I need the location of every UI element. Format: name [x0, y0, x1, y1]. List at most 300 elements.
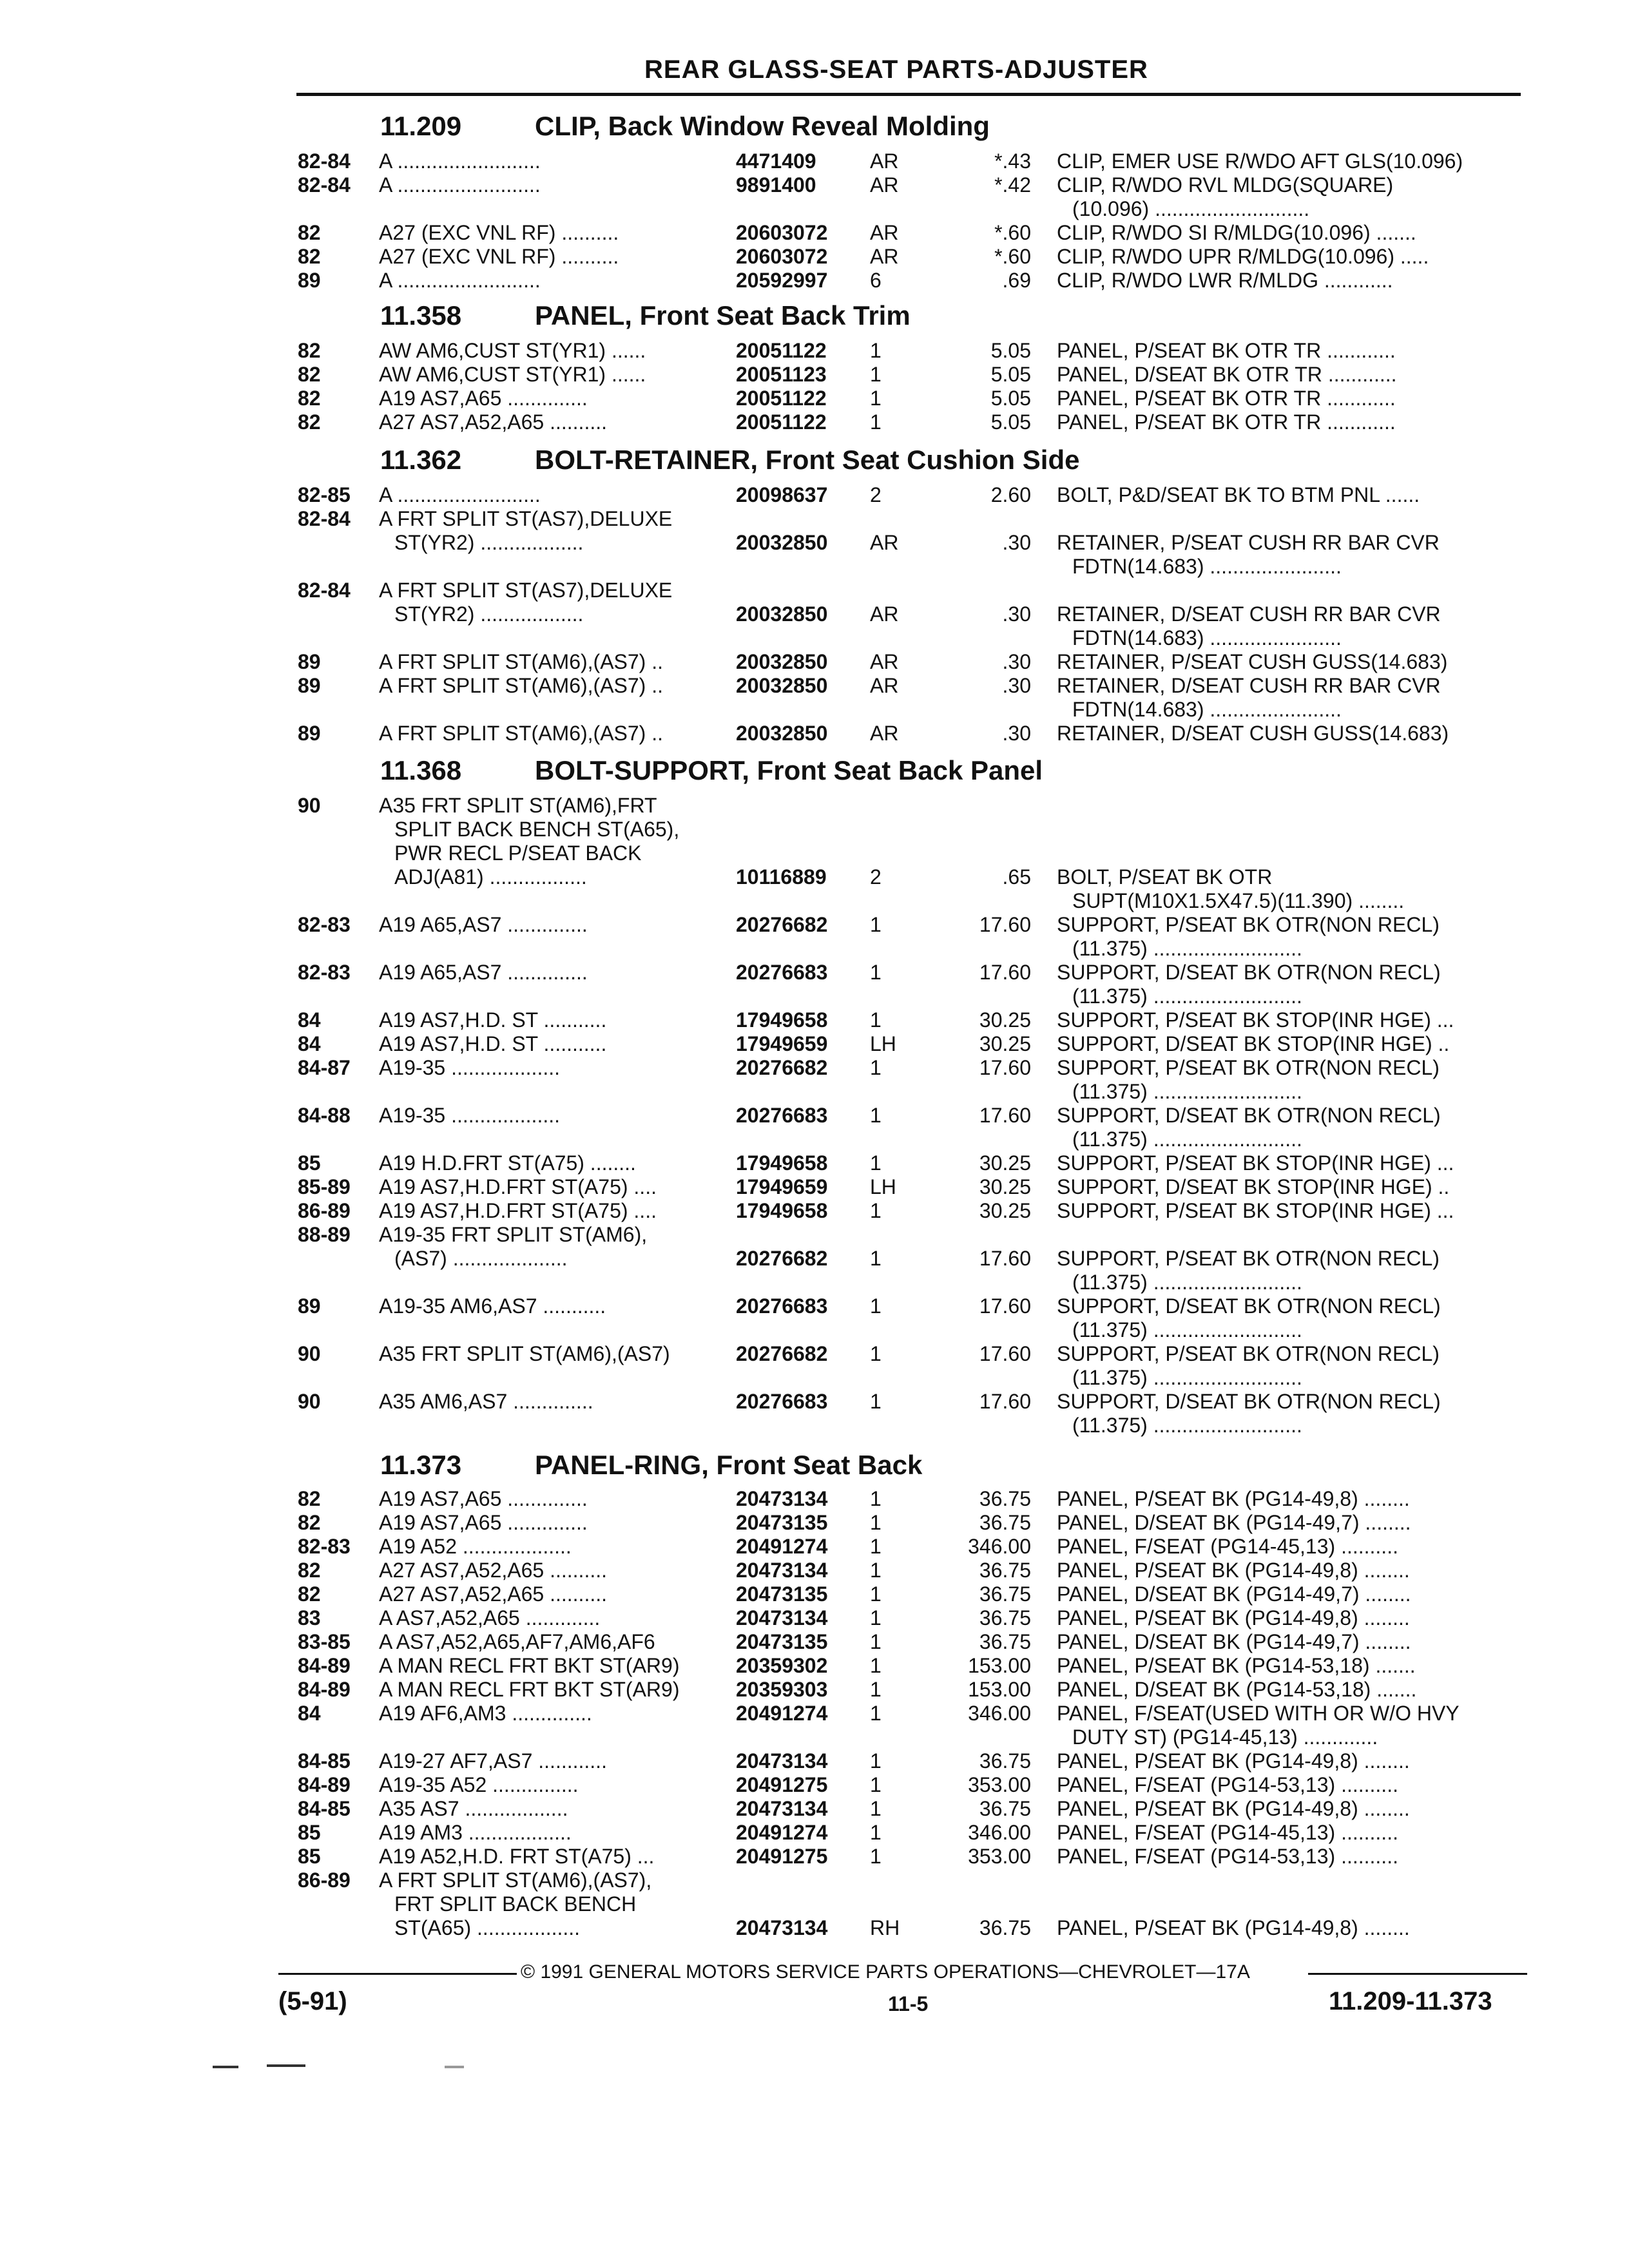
page-title: REAR GLASS-SEAT PARTS-ADJUSTER — [644, 55, 1148, 84]
description: CLIP, R/WDO UPR R/MLDG(10.096) ..... — [1057, 245, 1429, 268]
quantity: LH — [870, 1032, 896, 1055]
quantity: 1 — [870, 1294, 882, 1318]
description: RETAINER, P/SEAT CUSH GUSS(14.683) — [1057, 650, 1448, 673]
price: 36.75 — [979, 1916, 1031, 1939]
part-row — [0, 1223, 1629, 1247]
part-row — [0, 1342, 1629, 1366]
part-number: 20592997 — [736, 269, 828, 292]
footer-rule-right — [1308, 1973, 1527, 1975]
price: 30.25 — [979, 1199, 1031, 1222]
quantity: 6 — [870, 269, 882, 292]
application: A FRT SPLIT ST(AM6),(AS7) .. — [379, 722, 663, 745]
part-row — [0, 483, 1629, 507]
model-years: 82 — [298, 221, 321, 244]
part-row — [0, 1582, 1629, 1606]
quantity: 1 — [870, 1749, 882, 1773]
price: 36.75 — [979, 1511, 1031, 1534]
price: *.60 — [994, 245, 1031, 268]
part-row — [0, 410, 1629, 434]
price: .65 — [1002, 865, 1031, 889]
section-title: BOLT-RETAINER, Front Seat Cushion Side — [535, 445, 1080, 475]
price: 346.00 — [968, 1535, 1031, 1558]
model-years: 88-89 — [298, 1223, 351, 1246]
application: A ......................... — [379, 269, 541, 292]
part-row — [0, 1128, 1629, 1151]
model-years: 83-85 — [298, 1630, 351, 1653]
price: 36.75 — [979, 1487, 1031, 1510]
quantity: 1 — [870, 1630, 882, 1653]
price: 5.05 — [990, 410, 1031, 434]
part-number: 20276683 — [736, 961, 828, 984]
model-years: 84-89 — [298, 1773, 351, 1796]
section-title: CLIP, Back Window Reveal Molding — [535, 111, 990, 141]
application: A19 AS7,A65 .............. — [379, 1511, 588, 1534]
application: A35 AS7 .................. — [379, 1797, 568, 1820]
description-continued: (11.375) .......................... — [1072, 1414, 1302, 1437]
part-row — [0, 1892, 1629, 1916]
application: A35 FRT SPLIT ST(AM6),FRT — [379, 794, 657, 817]
quantity: 2 — [870, 483, 882, 506]
model-years: 84-88 — [298, 1104, 351, 1127]
quantity: 1 — [870, 387, 882, 410]
quantity: 1 — [870, 1582, 882, 1606]
description: PANEL, P/SEAT BK (PG14-49,8) ........ — [1057, 1797, 1410, 1820]
part-row — [0, 1749, 1629, 1773]
price: 153.00 — [968, 1678, 1031, 1701]
description: PANEL, P/SEAT BK OTR TR ............ — [1057, 410, 1396, 434]
price: 17.60 — [979, 1390, 1031, 1413]
quantity: 1 — [870, 1654, 882, 1677]
part-number: 20473134 — [736, 1606, 828, 1629]
part-row — [0, 1247, 1629, 1271]
part-number: 20051123 — [736, 363, 827, 386]
section-heading — [380, 445, 1079, 476]
application: A19 AS7,A65 .............. — [379, 387, 588, 410]
application: A19-35 AM6,AS7 ........... — [379, 1294, 606, 1318]
section-heading — [380, 300, 911, 331]
model-years: 85 — [298, 1151, 321, 1175]
section-number: 11.373 — [380, 1450, 462, 1480]
model-years: 84-89 — [298, 1654, 351, 1677]
price: 5.05 — [990, 387, 1031, 410]
part-number: 20276682 — [736, 1342, 828, 1365]
price: 153.00 — [968, 1654, 1031, 1677]
price: .30 — [1002, 722, 1031, 745]
application: A MAN RECL FRT BKT ST(AR9) — [379, 1678, 680, 1701]
price: *.43 — [994, 149, 1031, 173]
description: CLIP, EMER USE R/WDO AFT GLS(10.096) — [1057, 149, 1463, 173]
description: BOLT, P&D/SEAT BK TO BTM PNL ...... — [1057, 483, 1420, 506]
model-years: 85-89 — [298, 1175, 351, 1198]
part-number: 20276682 — [736, 1247, 828, 1270]
model-years: 89 — [298, 269, 321, 292]
application: A19 AS7,H.D. ST ........... — [379, 1032, 607, 1055]
application: A19 A65,AS7 .............. — [379, 913, 588, 936]
price: 17.60 — [979, 1104, 1031, 1127]
part-number: 20473134 — [736, 1487, 828, 1510]
model-years: 90 — [298, 1342, 321, 1365]
scan-artifact — [445, 2066, 464, 2068]
model-years: 82-83 — [298, 913, 351, 936]
quantity: AR — [870, 245, 899, 268]
quantity: 1 — [870, 1606, 882, 1629]
quantity: AR — [870, 173, 899, 197]
model-years: 82-84 — [298, 579, 351, 602]
application-continued: FRT SPLIT BACK BENCH — [394, 1892, 637, 1916]
quantity: AR — [870, 722, 899, 745]
price: .69 — [1002, 269, 1031, 292]
part-number: 20032850 — [736, 531, 828, 554]
model-years: 84 — [298, 1702, 321, 1725]
price: 36.75 — [979, 1606, 1031, 1629]
scan-artifact — [213, 2066, 238, 2068]
description: SUPPORT, D/SEAT BK STOP(INR HGE) .. — [1057, 1175, 1450, 1198]
part-number: 20491274 — [736, 1702, 828, 1725]
price: .30 — [1002, 602, 1031, 626]
application: A19 AF6,AM3 .............. — [379, 1702, 592, 1725]
model-years: 89 — [298, 674, 321, 697]
description-continued: (11.375) .......................... — [1072, 1318, 1302, 1341]
application: A27 (EXC VNL RF) .......... — [379, 245, 619, 268]
description: PANEL, D/SEAT BK OTR TR ............ — [1057, 363, 1397, 386]
model-years: 82-84 — [298, 149, 351, 173]
section-heading — [380, 755, 1043, 786]
part-row — [0, 1725, 1629, 1749]
application: A FRT SPLIT ST(AS7),DELUXE — [379, 507, 673, 530]
model-years: 82 — [298, 410, 321, 434]
description: PANEL, P/SEAT BK (PG14-49,8) ........ — [1057, 1916, 1410, 1939]
quantity: 1 — [870, 1678, 882, 1701]
application: A27 (EXC VNL RF) .......... — [379, 221, 619, 244]
part-number: 20032850 — [736, 602, 828, 626]
price: 36.75 — [979, 1797, 1031, 1820]
part-number: 20473134 — [736, 1916, 828, 1939]
description: PANEL, D/SEAT BK (PG14-49,7) ........ — [1057, 1630, 1411, 1653]
description-continued: (11.375) .......................... — [1072, 1080, 1302, 1103]
price: 30.25 — [979, 1151, 1031, 1175]
part-row — [0, 722, 1629, 745]
part-row — [0, 197, 1629, 221]
application: A27 AS7,A52,A65 .......... — [379, 1582, 607, 1606]
part-number: 20491275 — [736, 1773, 828, 1796]
part-number: 20051122 — [736, 339, 827, 362]
description: PANEL, F/SEAT(USED WITH OR W/O HVY — [1057, 1702, 1460, 1725]
description: PANEL, P/SEAT BK (PG14-49,8) ........ — [1057, 1559, 1410, 1582]
part-row — [0, 1414, 1629, 1437]
part-number: 20276682 — [736, 913, 828, 936]
part-number: 9891400 — [736, 173, 816, 197]
application: A19 AS7,A65 .............. — [379, 1487, 588, 1510]
model-years: 82 — [298, 1487, 321, 1510]
application: A19 A65,AS7 .............. — [379, 961, 588, 984]
part-number: 20276683 — [736, 1104, 828, 1127]
model-years: 82 — [298, 339, 321, 362]
price: 2.60 — [990, 483, 1031, 506]
section-heading — [380, 111, 990, 142]
quantity: 1 — [870, 1559, 882, 1582]
model-years: 90 — [298, 1390, 321, 1413]
part-row — [0, 1845, 1629, 1869]
part-number: 20098637 — [736, 483, 828, 506]
part-row — [0, 865, 1629, 889]
description: PANEL, D/SEAT BK (PG14-49,7) ........ — [1057, 1511, 1411, 1534]
application: AW AM6,CUST ST(YR1) ...... — [379, 363, 646, 386]
description: SUPPORT, D/SEAT BK OTR(NON RECL) — [1057, 961, 1441, 984]
application: A AS7,A52,A65 ............. — [379, 1606, 601, 1629]
description: SUPPORT, D/SEAT BK OTR(NON RECL) — [1057, 1294, 1441, 1318]
application: A FRT SPLIT ST(AM6),(AS7) .. — [379, 674, 663, 697]
model-years: 84-87 — [298, 1056, 351, 1079]
model-years: 85 — [298, 1845, 321, 1868]
part-row — [0, 1606, 1629, 1630]
application: A19-35 FRT SPLIT ST(AM6), — [379, 1223, 648, 1246]
quantity: 1 — [870, 1008, 882, 1032]
description: PANEL, P/SEAT BK OTR TR ............ — [1057, 339, 1396, 362]
section-heading — [380, 1450, 922, 1481]
part-number: 20359303 — [736, 1678, 828, 1701]
part-number: 20473134 — [736, 1559, 828, 1582]
model-years: 82 — [298, 245, 321, 268]
description: PANEL, F/SEAT (PG14-53,13) .......... — [1057, 1845, 1398, 1868]
description: PANEL, F/SEAT (PG14-53,13) .......... — [1057, 1773, 1398, 1796]
part-row — [0, 1630, 1629, 1654]
part-number: 20491274 — [736, 1821, 828, 1844]
price: 346.00 — [968, 1702, 1031, 1725]
part-row — [0, 841, 1629, 865]
description-continued: (11.375) .......................... — [1072, 1366, 1302, 1389]
part-row — [0, 339, 1629, 363]
part-row — [0, 1487, 1629, 1511]
price: 30.25 — [979, 1175, 1031, 1198]
application: A MAN RECL FRT BKT ST(AR9) — [379, 1654, 680, 1677]
footer-page-number: 11-5 — [888, 1992, 929, 2015]
description: PANEL, P/SEAT BK OTR TR ............ — [1057, 387, 1396, 410]
part-row — [0, 1008, 1629, 1032]
part-number: 20276682 — [736, 1056, 828, 1079]
price: 5.05 — [990, 339, 1031, 362]
model-years: 82-84 — [298, 507, 351, 530]
part-row — [0, 1080, 1629, 1104]
part-row — [0, 1032, 1629, 1056]
footer-rule-left — [278, 1973, 517, 1975]
part-row — [0, 937, 1629, 961]
application: A19 AS7,H.D.FRT ST(A75) .... — [379, 1199, 657, 1222]
part-row — [0, 1797, 1629, 1821]
part-number: 20276683 — [736, 1390, 828, 1413]
description: PANEL, F/SEAT (PG14-45,13) .......... — [1057, 1535, 1398, 1558]
description: CLIP, R/WDO SI R/MLDG(10.096) ....... — [1057, 221, 1416, 244]
application: A AS7,A52,A65,AF7,AM6,AF6 — [379, 1630, 655, 1653]
application: A19 AS7,H.D.FRT ST(A75) .... — [379, 1175, 657, 1198]
part-row — [0, 555, 1629, 579]
description: PANEL, D/SEAT BK (PG14-53,18) ....... — [1057, 1678, 1417, 1701]
application: A19-35 ................... — [379, 1056, 560, 1079]
quantity: 1 — [870, 961, 882, 984]
model-years: 82 — [298, 387, 321, 410]
price: .30 — [1002, 531, 1031, 554]
price: 17.60 — [979, 1294, 1031, 1318]
part-number: 20051122 — [736, 387, 827, 410]
part-row — [0, 1916, 1629, 1940]
application: A19-35 ................... — [379, 1104, 560, 1127]
part-row — [0, 1821, 1629, 1845]
part-row — [0, 626, 1629, 650]
price: 17.60 — [979, 1056, 1031, 1079]
part-row — [0, 1056, 1629, 1080]
description: SUPPORT, P/SEAT BK OTR(NON RECL) — [1057, 1056, 1440, 1079]
application: A ......................... — [379, 149, 541, 173]
description-continued: (11.375) .......................... — [1072, 1271, 1302, 1294]
application: AW AM6,CUST ST(YR1) ...... — [379, 339, 646, 362]
description-continued: FDTN(14.683) ....................... — [1072, 555, 1342, 578]
part-number: 20491274 — [736, 1535, 828, 1558]
description-continued: SUPT(M10X1.5X47.5)(11.390) ........ — [1072, 889, 1405, 912]
description-continued: FDTN(14.683) ....................... — [1072, 626, 1342, 649]
part-number: 20032850 — [736, 722, 828, 745]
description: SUPPORT, D/SEAT BK OTR(NON RECL) — [1057, 1104, 1441, 1127]
part-row — [0, 269, 1629, 293]
model-years: 84-89 — [298, 1678, 351, 1701]
price: 30.25 — [979, 1032, 1031, 1055]
model-years: 82-84 — [298, 173, 351, 197]
part-row — [0, 1199, 1629, 1223]
model-years: 90 — [298, 794, 321, 817]
price: 353.00 — [968, 1845, 1031, 1868]
application: A19 AS7,H.D. ST ........... — [379, 1008, 607, 1032]
quantity: AR — [870, 602, 899, 626]
part-row — [0, 1678, 1629, 1702]
quantity: 1 — [870, 410, 882, 434]
part-row — [0, 1271, 1629, 1294]
header-rule — [296, 93, 1521, 96]
quantity: 1 — [870, 1535, 882, 1558]
part-row — [0, 889, 1629, 913]
model-years: 84-85 — [298, 1797, 351, 1820]
part-number: 10116889 — [736, 865, 827, 889]
quantity: 1 — [870, 1247, 882, 1270]
model-years: 84 — [298, 1008, 321, 1032]
scan-artifact — [267, 2064, 305, 2067]
description: BOLT, P/SEAT BK OTR — [1057, 865, 1273, 889]
quantity: 1 — [870, 913, 882, 936]
price: 36.75 — [979, 1582, 1031, 1606]
part-number: 20359302 — [736, 1654, 828, 1677]
quantity: 1 — [870, 1821, 882, 1844]
quantity: 2 — [870, 865, 882, 889]
model-years: 85 — [298, 1821, 321, 1844]
part-row — [0, 818, 1629, 841]
part-row — [0, 387, 1629, 410]
part-number: 17949658 — [736, 1151, 828, 1175]
price: 30.25 — [979, 1008, 1031, 1032]
model-years: 82 — [298, 1559, 321, 1582]
application-continued: SPLIT BACK BENCH ST(A65), — [394, 818, 680, 841]
footer-section-range: 11.209-11.373 — [1329, 1987, 1492, 2015]
description: RETAINER, P/SEAT CUSH RR BAR CVR — [1057, 531, 1440, 554]
description-continued: (11.375) .......................... — [1072, 937, 1302, 960]
model-years: 82-85 — [298, 483, 351, 506]
price: 36.75 — [979, 1559, 1031, 1582]
description: CLIP, R/WDO RVL MLDG(SQUARE) — [1057, 173, 1394, 197]
price: .30 — [1002, 674, 1031, 697]
model-years: 82 — [298, 1582, 321, 1606]
part-number: 20491275 — [736, 1845, 828, 1868]
part-row — [0, 579, 1629, 602]
description: PANEL, D/SEAT BK (PG14-49,7) ........ — [1057, 1582, 1411, 1606]
part-row — [0, 1175, 1629, 1199]
part-row — [0, 1654, 1629, 1678]
part-number: 20032850 — [736, 650, 828, 673]
part-number: 4471409 — [736, 149, 816, 173]
part-row — [0, 173, 1629, 197]
model-years: 86-89 — [298, 1869, 351, 1892]
model-years: 84-85 — [298, 1749, 351, 1773]
application: A35 FRT SPLIT ST(AM6),(AS7) — [379, 1342, 670, 1365]
model-years: 82 — [298, 1511, 321, 1534]
description: CLIP, R/WDO LWR R/MLDG ............ — [1057, 269, 1393, 292]
description: SUPPORT, P/SEAT BK STOP(INR HGE) ... — [1057, 1199, 1454, 1222]
description: SUPPORT, D/SEAT BK OTR(NON RECL) — [1057, 1390, 1441, 1413]
application: A19-27 AF7,AS7 ............ — [379, 1749, 607, 1773]
quantity: AR — [870, 221, 899, 244]
application-continued: ST(A65) .................. — [394, 1916, 581, 1939]
application: A FRT SPLIT ST(AM6),(AS7) .. — [379, 650, 663, 673]
application: A19 A52 ................... — [379, 1535, 572, 1558]
quantity: LH — [870, 1175, 896, 1198]
part-row — [0, 650, 1629, 674]
part-number: 20473135 — [736, 1582, 828, 1606]
application-continued: ST(YR2) .................. — [394, 602, 584, 626]
part-number: 20051122 — [736, 410, 827, 434]
application: A19-35 A52 ............... — [379, 1773, 579, 1796]
part-number: 17949658 — [736, 1008, 828, 1032]
part-row — [0, 961, 1629, 985]
quantity: 1 — [870, 1056, 882, 1079]
price: 17.60 — [979, 961, 1031, 984]
quantity: 1 — [870, 1342, 882, 1365]
part-row — [0, 698, 1629, 722]
price: 346.00 — [968, 1821, 1031, 1844]
description-continued: (10.096) ........................... — [1072, 197, 1310, 220]
part-row — [0, 531, 1629, 555]
part-row — [0, 985, 1629, 1008]
application: A FRT SPLIT ST(AS7),DELUXE — [379, 579, 673, 602]
application: A FRT SPLIT ST(AM6),(AS7), — [379, 1869, 652, 1892]
description: RETAINER, D/SEAT CUSH RR BAR CVR — [1057, 674, 1441, 697]
description: SUPPORT, P/SEAT BK OTR(NON RECL) — [1057, 913, 1440, 936]
description: SUPPORT, P/SEAT BK STOP(INR HGE) ... — [1057, 1008, 1454, 1032]
section-number: 11.358 — [380, 300, 462, 331]
part-number: 20473135 — [736, 1630, 828, 1653]
price: *.60 — [994, 221, 1031, 244]
part-number: 20603072 — [736, 221, 828, 244]
application-continued: (AS7) .................... — [394, 1247, 568, 1270]
quantity: AR — [870, 650, 899, 673]
part-row — [0, 1318, 1629, 1342]
description: SUPPORT, D/SEAT BK STOP(INR HGE) .. — [1057, 1032, 1450, 1055]
application-continued: PWR RECL P/SEAT BACK — [394, 841, 642, 865]
description: PANEL, F/SEAT (PG14-45,13) .......... — [1057, 1821, 1398, 1844]
model-years: 89 — [298, 1294, 321, 1318]
part-row — [0, 149, 1629, 173]
footer-date-code: (5-91) — [278, 1987, 347, 2015]
application: A27 AS7,A52,A65 .......... — [379, 1559, 607, 1582]
price: 5.05 — [990, 363, 1031, 386]
description: RETAINER, D/SEAT CUSH RR BAR CVR — [1057, 602, 1441, 626]
quantity: AR — [870, 531, 899, 554]
description: SUPPORT, P/SEAT BK OTR(NON RECL) — [1057, 1342, 1440, 1365]
price: 17.60 — [979, 913, 1031, 936]
